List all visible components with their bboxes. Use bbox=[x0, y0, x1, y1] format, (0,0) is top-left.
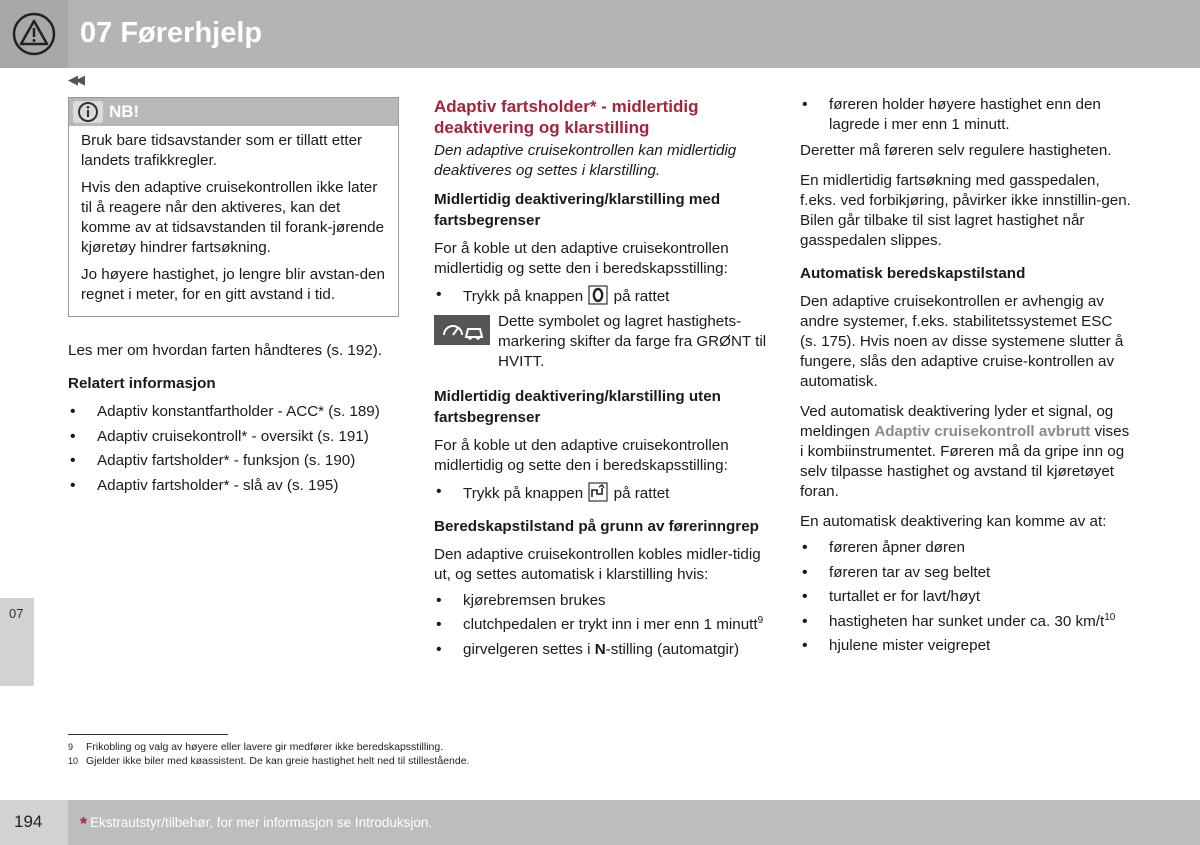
condition-text: -stilling (automatgir) bbox=[605, 640, 740, 658]
condition-item: • kjørebremsen brukes bbox=[434, 591, 770, 611]
body-text: Ved automatisk deaktivering lyder et signal, og meldingen bbox=[800, 403, 1114, 440]
condition-text: girvelgeren settes i bbox=[463, 640, 595, 658]
subsection-heading: Midlertidig deaktivering/klarstilling uten fartsbegrenser bbox=[434, 387, 721, 426]
footnote-text: Gjelder ikke biler med køassistent. De kan greie hastighet helt ned til stillestående. bbox=[86, 755, 470, 767]
note-paragraph: Jo høyere hastighet, jo lengre blir avstan-den regnet i meter, for en gitt avstand i tid. bbox=[81, 266, 385, 303]
cause-text: hastigheten har sunket under ca. 30 km/t bbox=[829, 612, 1105, 630]
footnote-number: 9 bbox=[68, 742, 74, 752]
body-paragraph: En midlertidig fartsøkning med gasspedalen, f.eks. ved forbikjøring, påvirker ikke innstillin-gen. Bilen går tilbake til sist lagret hastighet når gasspedalen slippes. bbox=[800, 172, 1131, 249]
accessory-star-icon: * bbox=[80, 814, 88, 834]
section-title: Adaptiv fartsholder* - midlertidig deaktivering og klarstilling bbox=[434, 97, 699, 137]
footnote bbox=[68, 755, 469, 768]
condition-list bbox=[800, 95, 1132, 135]
symbol-row bbox=[434, 312, 770, 372]
step-item bbox=[434, 285, 770, 307]
read-more-link[interactable]: Les mer om hvordan farten håndteres (s. 192). bbox=[68, 342, 383, 359]
subsection-heading: Midlertidig deaktivering/klarstilling med fartsbegrenser bbox=[434, 191, 721, 229]
subsection-text: For å koble ut den adaptive cruisekontrollen midlertidig og sette den i beredskapsstilling: bbox=[434, 436, 729, 474]
subsection-heading: Automatisk beredskapstilstand bbox=[800, 265, 1026, 282]
step-text: på rattet bbox=[613, 484, 670, 502]
note-paragraph: Bruk bare tidsavstander som er tillatt etter landets trafikkregler. bbox=[81, 132, 363, 169]
condition-item: • føreren holder høyere hastighet enn den lagrede i mer enn 1 minutt. bbox=[800, 95, 1132, 135]
chapter-tab-label: 07 bbox=[9, 606, 24, 621]
related-link[interactable]: • Adaptiv fartsholder* - funksjon (s. 190) bbox=[68, 451, 399, 471]
related-link[interactable]: • Adaptiv cruisekontroll* - oversikt (s. 191) bbox=[68, 427, 399, 447]
related-list bbox=[68, 402, 399, 496]
chapter-tab[interactable] bbox=[0, 598, 34, 686]
note-body bbox=[69, 126, 398, 316]
cause-item: • turtallet er for lavt/høyt bbox=[800, 587, 1132, 607]
column-left bbox=[68, 97, 399, 506]
footnote-ref[interactable]: 10 bbox=[1104, 611, 1116, 623]
cruise-symbol-icon bbox=[434, 315, 490, 345]
related-link[interactable]: • Adaptiv fartsholder* - slå av (s. 195) bbox=[68, 476, 399, 496]
subsection-text: For å koble ut den adaptive cruisekontrollen midlertidig og sette den i beredskapsstilling: bbox=[434, 240, 729, 277]
footer-note bbox=[80, 814, 432, 835]
cause-item: • føreren åpner døren bbox=[800, 538, 1132, 558]
page-number: 194 bbox=[14, 812, 43, 831]
step-text: på rattet bbox=[613, 288, 670, 305]
step-list bbox=[434, 285, 770, 307]
step-text: Trykk på knappen bbox=[463, 484, 584, 502]
subsection-heading: Beredskapstilstand på grunn av førerinngrep bbox=[434, 517, 759, 535]
footnote-number: 10 bbox=[68, 756, 79, 766]
pause-button-icon bbox=[588, 482, 608, 502]
footnote bbox=[68, 741, 443, 754]
back-link-icon[interactable]: ◀◀ bbox=[68, 72, 82, 87]
subsection-text: Den adaptive cruisekontrollen kobles midler-tidig ut, og settes automatisk i klarstilling hvis: bbox=[434, 545, 761, 583]
body-paragraph: En automatisk deaktivering kan komme av at: bbox=[800, 513, 1107, 530]
header-icon-panel bbox=[0, 0, 68, 68]
step-list bbox=[434, 482, 770, 504]
gear-letter: N bbox=[594, 640, 606, 658]
footnote-divider bbox=[68, 734, 228, 735]
warning-triangle-icon bbox=[12, 12, 56, 56]
note-paragraph: Hvis den adaptive cruisekontrollen ikke later til å reagere når den aktiveres, kan det komme av at tidsavstanden til forank-jørende kjøretøy hindrer fartsøkning. bbox=[81, 179, 385, 256]
related-link[interactable]: • Adaptiv konstantfartholder - ACC* (s. 189) bbox=[68, 402, 399, 422]
condition-item bbox=[434, 640, 770, 660]
related-heading: Relatert informasjon bbox=[68, 375, 216, 392]
body-paragraph: Den adaptive cruisekontrollen er avhengig av andre systemer, f.eks. stabilitetssystemet ESC (s. 175). Hvis noen av disse systemene slutter å fungere, slås den adaptive cruise-kontrollen av automatisk. bbox=[800, 293, 1124, 390]
condition-list bbox=[434, 591, 770, 660]
condition-item bbox=[434, 615, 770, 635]
footer-note-text: Ekstrautstyr/tilbehør, for mer informasjon se Introduksjon. bbox=[90, 815, 433, 830]
cause-list bbox=[800, 538, 1132, 656]
body-paragraph bbox=[800, 402, 1132, 502]
step-text: Trykk på knappen bbox=[463, 288, 584, 305]
body-text: vises i kombiinstrumentet. Føreren må da gripe inn og selv tilpasse hastighet og avstand til kjøretøyet foran. bbox=[800, 423, 1130, 500]
column-middle bbox=[434, 96, 770, 670]
symbol-text: Dette symbolet og lagret hastighets-markering skifter da farge fra GRØNT til HVITT. bbox=[498, 312, 767, 370]
step-item bbox=[434, 482, 770, 504]
info-icon bbox=[73, 101, 103, 123]
resume-button-icon bbox=[588, 285, 608, 305]
footnote-text: Frikobling og valg av høyere eller lavere gir medfører ikke beredskapsstilling. bbox=[86, 741, 444, 753]
cause-item bbox=[800, 612, 1132, 632]
note-label: NB! bbox=[109, 102, 140, 121]
column-right bbox=[800, 95, 1132, 666]
cause-item: • føreren tar av seg beltet bbox=[800, 563, 1132, 583]
condition-text: clutchpedalen er trykt inn i mer enn 1 minutt bbox=[463, 616, 758, 633]
display-message: Adaptiv cruisekontroll avbrutt bbox=[874, 423, 1091, 440]
page-title: 07 Førerhjelp bbox=[80, 17, 263, 49]
note-header bbox=[69, 98, 398, 126]
footnote-ref[interactable]: 9 bbox=[757, 614, 764, 626]
section-intro: Den adaptive cruisekontrollen kan midlertidig deaktiveres og settes i klarstilling. bbox=[434, 142, 737, 179]
note-box bbox=[68, 97, 399, 317]
body-paragraph: Deretter må føreren selv regulere hastigheten. bbox=[800, 142, 1112, 159]
cause-item: • hjulene mister veigrepet bbox=[800, 636, 1132, 656]
